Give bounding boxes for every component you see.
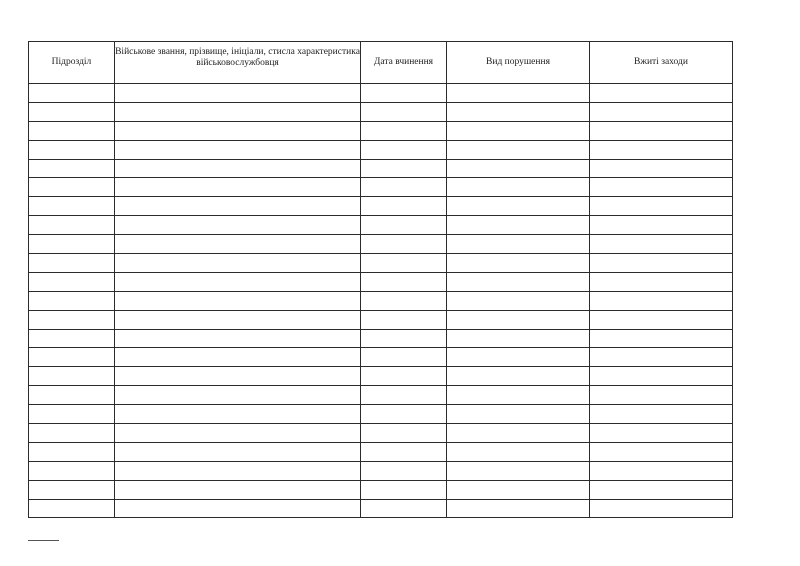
cell-violation-type (447, 84, 590, 103)
table-row (29, 159, 733, 178)
cell-violation-type (447, 442, 590, 461)
table-row (29, 367, 733, 386)
cell-date (361, 310, 447, 329)
cell-unit (29, 178, 115, 197)
cell-measures-taken (590, 291, 733, 310)
cell-date (361, 367, 447, 386)
table-row (29, 235, 733, 254)
table-header (29, 42, 733, 84)
table-row (29, 84, 733, 103)
table-row (29, 386, 733, 405)
footnote-separator (28, 540, 59, 541)
cell-measures-taken (590, 235, 733, 254)
table-row (29, 140, 733, 159)
cell-date (361, 197, 447, 216)
cell-unit (29, 480, 115, 499)
header-measures-taken: Вжиті заходи (590, 42, 733, 84)
cell-date (361, 121, 447, 140)
cell-unit (29, 405, 115, 424)
cell-serviceman (115, 178, 361, 197)
table-row (29, 499, 733, 518)
cell-measures-taken (590, 442, 733, 461)
cell-date (361, 235, 447, 254)
cell-serviceman (115, 405, 361, 424)
cell-violation-type (447, 121, 590, 140)
table-row (29, 424, 733, 443)
cell-unit (29, 386, 115, 405)
cell-serviceman (115, 197, 361, 216)
cell-violation-type (447, 329, 590, 348)
cell-unit (29, 367, 115, 386)
table-row (29, 348, 733, 367)
cell-serviceman (115, 310, 361, 329)
table-row (29, 197, 733, 216)
cell-violation-type (447, 367, 590, 386)
cell-serviceman (115, 272, 361, 291)
cell-serviceman (115, 386, 361, 405)
cell-serviceman (115, 348, 361, 367)
cell-violation-type (447, 159, 590, 178)
cell-date (361, 461, 447, 480)
header-date: Дата вчинення (361, 42, 447, 84)
cell-measures-taken (590, 405, 733, 424)
cell-serviceman (115, 235, 361, 254)
cell-date (361, 140, 447, 159)
cell-measures-taken (590, 272, 733, 291)
cell-unit (29, 442, 115, 461)
table-row (29, 442, 733, 461)
cell-violation-type (447, 197, 590, 216)
cell-unit (29, 216, 115, 235)
cell-date (361, 442, 447, 461)
table-row (29, 405, 733, 424)
cell-violation-type (447, 405, 590, 424)
cell-measures-taken (590, 310, 733, 329)
cell-measures-taken (590, 140, 733, 159)
cell-serviceman (115, 499, 361, 518)
cell-violation-type (447, 140, 590, 159)
cell-serviceman (115, 461, 361, 480)
table-row (29, 310, 733, 329)
cell-serviceman (115, 254, 361, 273)
cell-measures-taken (590, 461, 733, 480)
cell-unit (29, 159, 115, 178)
cell-unit (29, 84, 115, 103)
header-serviceman: Військове звання, прізвище, ініціали, стисла характеристика військовослужбовця (115, 42, 361, 84)
cell-measures-taken (590, 499, 733, 518)
cell-unit (29, 310, 115, 329)
cell-measures-taken (590, 84, 733, 103)
cell-date (361, 405, 447, 424)
cell-unit (29, 121, 115, 140)
cell-date (361, 386, 447, 405)
cell-measures-taken (590, 329, 733, 348)
cell-serviceman (115, 84, 361, 103)
cell-unit (29, 461, 115, 480)
cell-measures-taken (590, 216, 733, 235)
table-row (29, 461, 733, 480)
cell-date (361, 254, 447, 273)
cell-serviceman (115, 102, 361, 121)
cell-serviceman (115, 121, 361, 140)
violations-register-table (28, 41, 733, 518)
cell-measures-taken (590, 121, 733, 140)
cell-unit (29, 424, 115, 443)
cell-violation-type (447, 291, 590, 310)
cell-serviceman (115, 140, 361, 159)
cell-date (361, 480, 447, 499)
cell-violation-type (447, 216, 590, 235)
cell-date (361, 178, 447, 197)
cell-unit (29, 291, 115, 310)
cell-measures-taken (590, 159, 733, 178)
cell-date (361, 348, 447, 367)
table-row (29, 121, 733, 140)
cell-unit (29, 254, 115, 273)
header-row (29, 42, 733, 84)
cell-serviceman (115, 480, 361, 499)
cell-date (361, 499, 447, 518)
cell-unit (29, 329, 115, 348)
cell-measures-taken (590, 480, 733, 499)
table-row (29, 102, 733, 121)
cell-violation-type (447, 424, 590, 443)
cell-date (361, 329, 447, 348)
cell-date (361, 216, 447, 235)
cell-unit (29, 102, 115, 121)
cell-violation-type (447, 348, 590, 367)
cell-date (361, 84, 447, 103)
cell-unit (29, 499, 115, 518)
cell-date (361, 272, 447, 291)
header-violation-type: Вид порушення (447, 42, 590, 84)
cell-measures-taken (590, 254, 733, 273)
cell-violation-type (447, 235, 590, 254)
cell-violation-type (447, 480, 590, 499)
cell-violation-type (447, 102, 590, 121)
table-body (29, 84, 733, 518)
cell-violation-type (447, 178, 590, 197)
cell-serviceman (115, 424, 361, 443)
cell-measures-taken (590, 178, 733, 197)
table-row (29, 291, 733, 310)
cell-serviceman (115, 291, 361, 310)
table-row (29, 216, 733, 235)
cell-date (361, 424, 447, 443)
table-row (29, 480, 733, 499)
table-row (29, 254, 733, 273)
cell-violation-type (447, 386, 590, 405)
cell-measures-taken (590, 348, 733, 367)
cell-date (361, 102, 447, 121)
cell-measures-taken (590, 386, 733, 405)
cell-serviceman (115, 216, 361, 235)
cell-measures-taken (590, 197, 733, 216)
cell-measures-taken (590, 424, 733, 443)
cell-violation-type (447, 272, 590, 291)
cell-unit (29, 235, 115, 254)
cell-date (361, 291, 447, 310)
cell-unit (29, 197, 115, 216)
cell-unit (29, 272, 115, 291)
cell-measures-taken (590, 367, 733, 386)
cell-unit (29, 140, 115, 159)
cell-violation-type (447, 499, 590, 518)
table-row (29, 178, 733, 197)
cell-violation-type (447, 310, 590, 329)
header-unit: Підрозділ (29, 42, 115, 84)
cell-serviceman (115, 442, 361, 461)
cell-measures-taken (590, 102, 733, 121)
cell-serviceman (115, 367, 361, 386)
cell-serviceman (115, 159, 361, 178)
table-row (29, 272, 733, 291)
cell-unit (29, 348, 115, 367)
cell-violation-type (447, 254, 590, 273)
cell-date (361, 159, 447, 178)
cell-violation-type (447, 461, 590, 480)
table-row (29, 329, 733, 348)
cell-serviceman (115, 329, 361, 348)
